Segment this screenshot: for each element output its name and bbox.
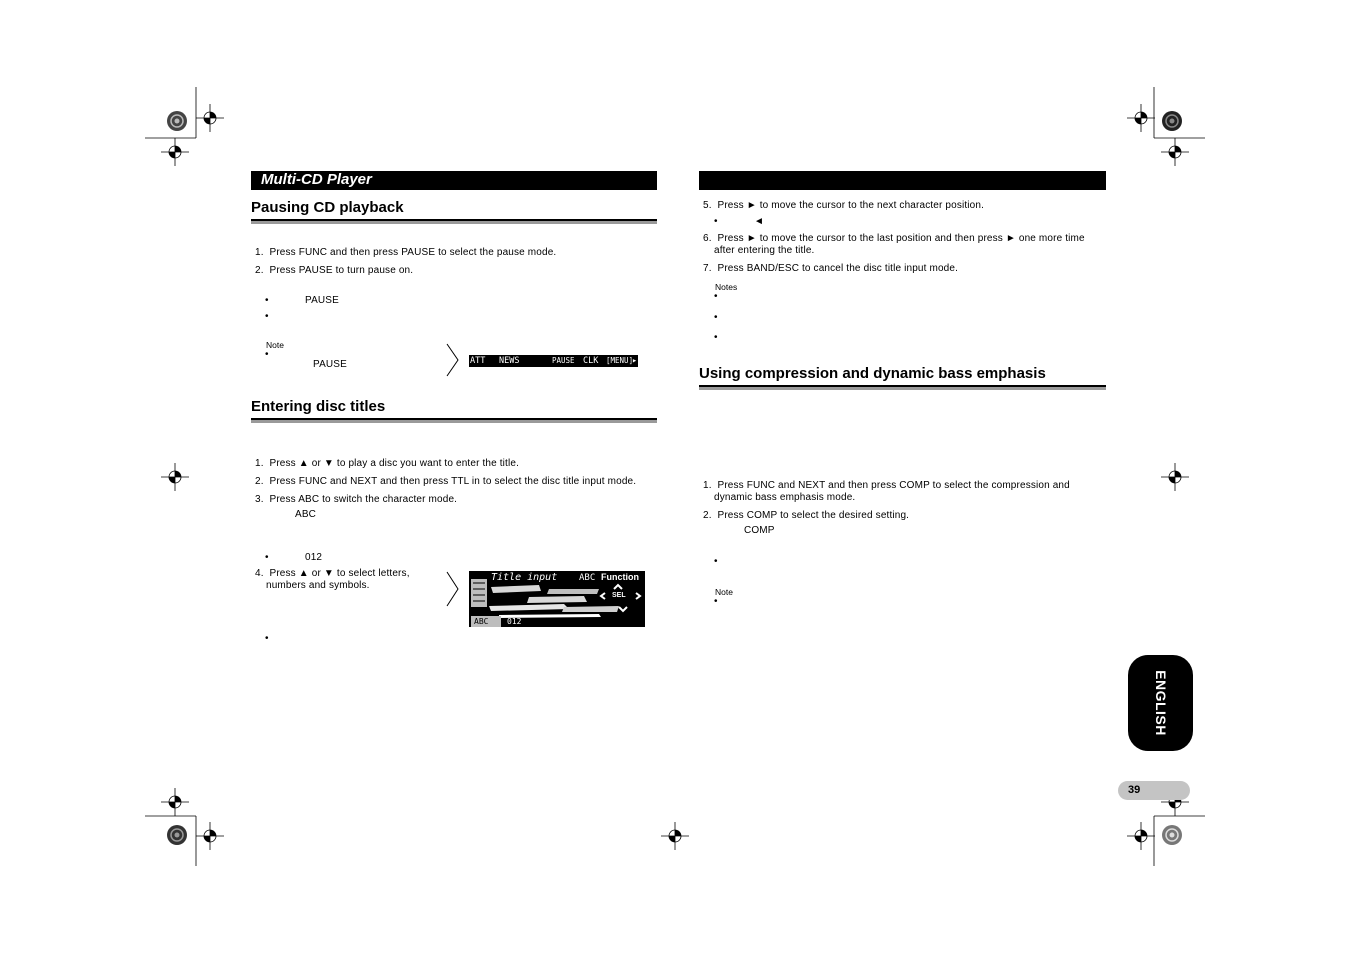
- heading-rule-grey: [699, 387, 1106, 390]
- callout-arrow-icon: [446, 571, 460, 607]
- step-6-line2: after entering the title.: [714, 245, 815, 256]
- lcd-abc-top: ABC: [579, 573, 596, 583]
- registration-mark-icon: [161, 788, 189, 816]
- bullet: •: [714, 556, 718, 567]
- registration-mark-icon: [161, 138, 189, 166]
- left-arrow-icon: ◄: [754, 216, 765, 227]
- comp-step-1-line2: dynamic bass emphasis mode.: [714, 492, 856, 503]
- color-target-icon: [166, 110, 188, 132]
- page-number-pill: [1118, 781, 1190, 800]
- step-4: 4. Press ▲ or ▼ to select letters,: [255, 568, 410, 579]
- language-tab: [1128, 655, 1193, 751]
- abc-word: ABC: [295, 509, 317, 520]
- step-6: 6. Press ► to move the cursor to the last position and then press ► one more time: [703, 233, 1085, 244]
- comp-word: COMP: [744, 525, 775, 536]
- lcd-num-tag: 012: [507, 617, 522, 626]
- section-bar-right: [699, 171, 1106, 190]
- bullet: •: [265, 295, 269, 306]
- section-title: Multi-CD Player: [261, 171, 372, 188]
- language-tab-label: ENGLISH: [1153, 670, 1169, 736]
- triangle-down-icon: ▼: [323, 568, 334, 579]
- registration-mark-icon: [196, 104, 224, 132]
- bullet: •: [265, 349, 269, 360]
- numeric-word: 012: [305, 552, 323, 563]
- step-3: 3. Press ABC to switch the character mode.: [255, 494, 458, 505]
- note-pause-word: PAUSE: [313, 359, 347, 370]
- step-4-line2: numbers and symbols.: [266, 580, 370, 591]
- bullet: •: [265, 311, 269, 322]
- lcd-title-input-display: [469, 571, 645, 627]
- triangle-up-icon: ▲: [298, 458, 309, 469]
- step-2: 2. Press PAUSE to turn pause on.: [255, 265, 414, 276]
- step-1: 1. Press ▲ or ▼ to play a disc you want to enter the title.: [255, 458, 519, 469]
- color-target-icon: [1161, 110, 1183, 132]
- lcd-att: ATT: [470, 356, 486, 366]
- color-target-icon: [166, 824, 188, 846]
- bullet: •: [714, 596, 718, 607]
- note-label: Note: [715, 587, 733, 597]
- lcd-title: Title input: [491, 572, 558, 583]
- registration-mark-icon: [161, 463, 189, 491]
- lcd-sel: SEL: [612, 592, 626, 599]
- note-label: Note: [266, 340, 284, 350]
- lcd-function: Function: [601, 572, 639, 582]
- registration-mark-icon: [1127, 104, 1155, 132]
- lcd-news: NEWS: [499, 356, 520, 366]
- heading-rule-grey: [251, 221, 657, 224]
- notes-label: Notes: [715, 282, 738, 292]
- triangle-up-icon: ▲: [298, 568, 309, 579]
- lcd-arrow: ▸: [632, 356, 638, 366]
- step-2: 2. Press FUNC and NEXT and then press TTL in to select the disc title input mode.: [255, 476, 637, 487]
- pause-word: PAUSE: [305, 295, 339, 306]
- lcd-pause-display: [469, 355, 638, 367]
- step-1: 1. Press FUNC and then press PAUSE to select the pause mode.: [255, 247, 557, 258]
- lcd-menu: [MENU]: [606, 356, 634, 365]
- lcd-pause: PAUSE: [552, 356, 575, 365]
- step-7: 7. Press BAND/ESC to cancel the disc title input mode.: [703, 263, 959, 274]
- comp-step-1: 1. Press FUNC and NEXT and then press COMP to select the compression and: [703, 480, 1070, 491]
- bullet: •: [265, 633, 269, 644]
- registration-mark-icon: [1161, 138, 1189, 166]
- bullet: •: [714, 332, 718, 343]
- bullet: •: [714, 291, 718, 302]
- bullet: •: [265, 552, 269, 563]
- registration-mark-icon: [1161, 463, 1189, 491]
- step-5: 5. Press ► to move the cursor to the next character position.: [703, 200, 984, 211]
- heading-rule-grey: [251, 420, 657, 423]
- comp-step-2: 2. Press COMP to select the desired setting.: [703, 510, 910, 521]
- registration-mark-icon: [1127, 822, 1155, 850]
- lcd-clk: CLK: [583, 356, 599, 366]
- triangle-down-icon: ▼: [323, 458, 334, 469]
- page-number: 39: [1128, 784, 1141, 796]
- bullet: •: [714, 312, 718, 323]
- registration-mark-icon: [661, 822, 689, 850]
- registration-mark-icon: [196, 822, 224, 850]
- bullet: •: [714, 216, 718, 227]
- callout-arrow-icon: [446, 343, 460, 377]
- heading-entering: Entering disc titles: [251, 398, 386, 415]
- heading-pausing: Pausing CD playback: [251, 199, 404, 216]
- heading-compression: Using compression and dynamic bass emphasis: [699, 365, 1046, 382]
- section-title-bar: [251, 171, 657, 190]
- lcd-abc-tag: ABC: [474, 617, 489, 626]
- color-target-icon: [1161, 824, 1183, 846]
